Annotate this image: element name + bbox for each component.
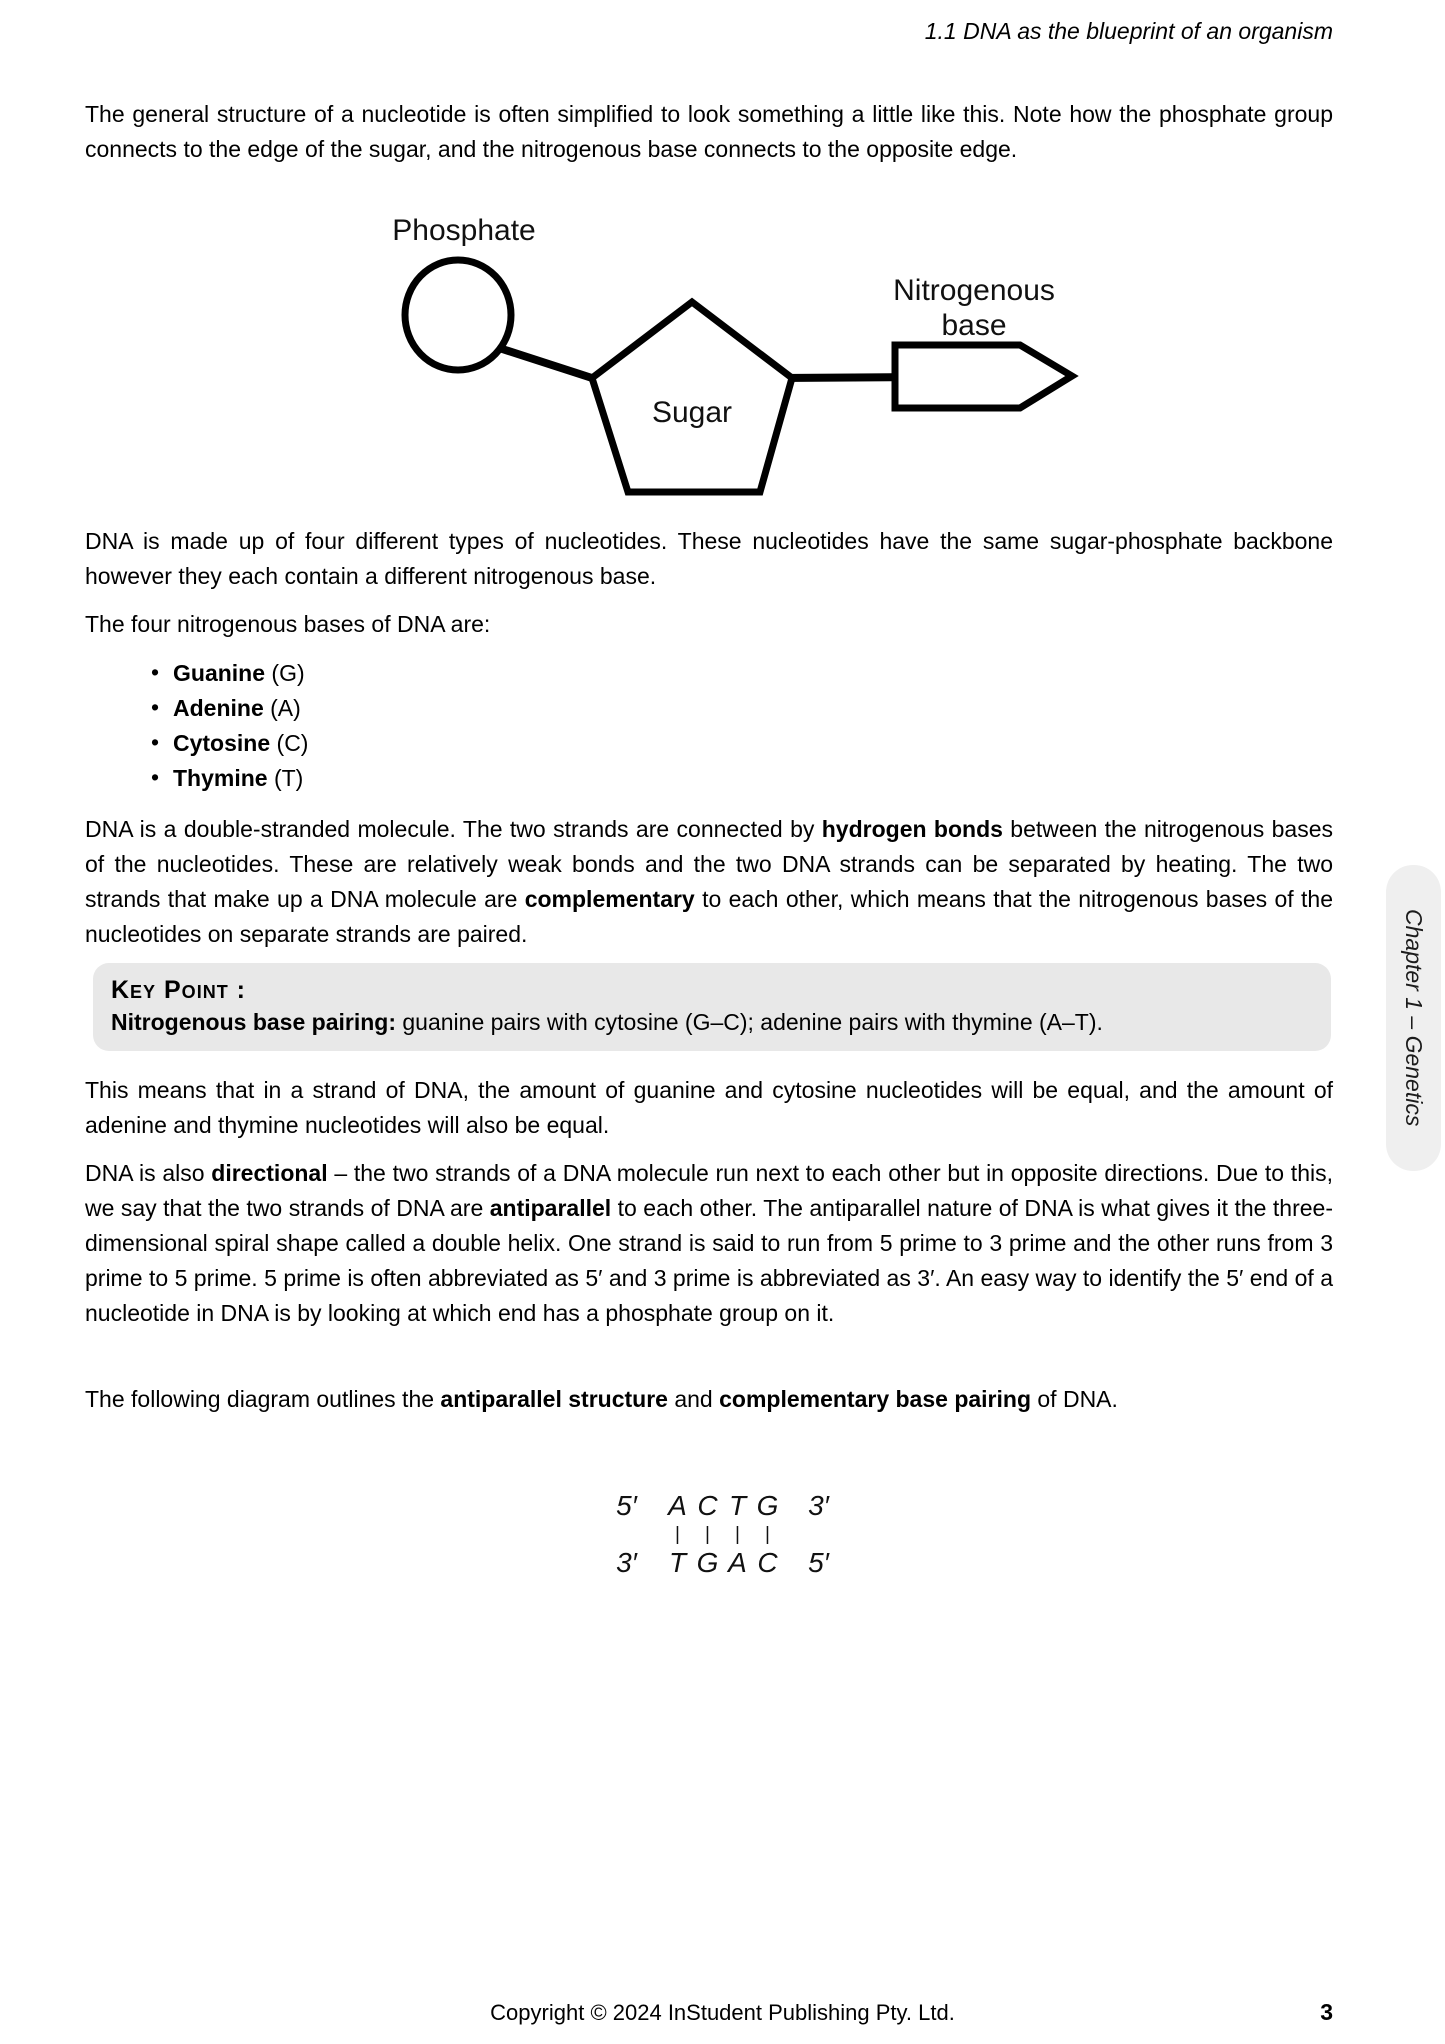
text-segment: between the nitrogenous bases of the nucleotides. These are relatively weak bonds and the two DNA strands can be separated by heating. The two strands that make up a DNA molecule are	[85, 816, 1333, 912]
spacer	[783, 1489, 797, 1523]
text-segment-bold: directional	[211, 1160, 328, 1186]
base-abbr: (G)	[265, 660, 305, 686]
text-segment: to each other. The antiparallel nature of DNA is what gives it the three-dimensional spiral shape called a double helix. One strand is said to run from 5 prime to 3 prime and the other runs from 3 prime to 5 prime. 5 prime is often abbreviated as 5′ and 3 prime is abbreviated as 3′. An easy way to identify the 5′ end of a nucleotide in DNA is by looking at which end has a phosphate group on it.	[85, 1195, 1333, 1326]
paragraph-bases-intro	[85, 607, 1333, 642]
base-name: Guanine	[173, 660, 266, 686]
strand-top-row	[605, 1489, 841, 1523]
base-abbr: (T)	[267, 765, 304, 791]
text-segment-bold: antiparallel structure	[440, 1386, 668, 1412]
text-segment: The following diagram outlines the	[85, 1386, 441, 1412]
text-segment: and	[667, 1386, 720, 1412]
strand-end-label: 5′	[616, 1490, 637, 1521]
base-name: Thymine	[173, 765, 268, 791]
spacer	[797, 1523, 841, 1546]
key-point-heading: Key Point :	[111, 976, 246, 1004]
base-letter: C	[697, 1490, 718, 1521]
bases-list	[85, 656, 1085, 796]
base-list-item	[85, 761, 1085, 796]
text-segment-bold: hydrogen bonds	[821, 816, 1003, 842]
hydrogen-bond-mark: |	[765, 1524, 770, 1545]
base-name: Adenine	[173, 695, 264, 721]
bullet-icon: •	[151, 764, 160, 790]
sugar-label: Sugar	[651, 396, 733, 429]
nucleotide-structure-diagram	[300, 195, 1100, 505]
base-letter: G	[756, 1490, 779, 1521]
paragraph-nucleotide-types	[85, 524, 1333, 594]
spacer	[783, 1546, 797, 1580]
hydrogen-bond-mark: |	[675, 1524, 680, 1545]
text-segment: This means that in a strand of DNA, the amount of guanine and cytosine nucleotides will be equal, and the amount of adenine and thymine nucleotides will also be equal.	[85, 1077, 1333, 1138]
base-letter: T	[728, 1490, 747, 1521]
key-point-lead: Nitrogenous base pairing:	[111, 1009, 396, 1035]
text-segment: to each other, which means that the nitrogenous bases of the nucleotides on separate strands are paired.	[85, 886, 1333, 947]
base-letter: A	[668, 1490, 687, 1521]
base-letter: T	[668, 1547, 687, 1578]
spacer	[649, 1489, 663, 1523]
text-segment: DNA is also	[85, 1160, 212, 1186]
paragraph-following-diagram	[85, 1382, 1333, 1417]
text-segment: The general structure of a nucleotide is often simplified to look something a little like this. Note how the phosphate group connects to the edge of the sugar, and the nitrogenous base connects to the opposite edge.	[85, 101, 1333, 162]
key-point-text: guanine pairs with cytosine (G–C); adenine pairs with thymine (A–T).	[395, 1009, 1103, 1035]
phosphate-sugar-bond	[490, 345, 592, 378]
text-segment: The four nitrogenous bases of DNA are:	[85, 611, 491, 637]
phosphate-circle	[405, 260, 511, 370]
strand-end-label: 3′	[808, 1490, 829, 1521]
strand-bonds-row	[605, 1523, 841, 1546]
nitrogenous-base-arrow	[895, 345, 1072, 408]
text-segment: DNA is made up of four different types of nucleotides. These nucleotides have the same sugar-phosphate backbone however they each contain a different nitrogenous base.	[85, 528, 1333, 589]
paragraph-equal-amounts	[85, 1073, 1333, 1143]
base-letter: G	[696, 1547, 719, 1578]
bullet-icon: •	[151, 729, 160, 755]
text-segment: DNA is a double-stranded molecule. The two strands are connected by	[85, 816, 822, 842]
paragraph-double-stranded	[85, 812, 1333, 952]
chapter-side-tab-label: Chapter 1 – Genetics	[1401, 909, 1427, 1127]
hydrogen-bond-mark: |	[735, 1524, 740, 1545]
text-segment: of DNA.	[1031, 1386, 1118, 1412]
base-abbr: (C)	[270, 730, 309, 756]
base-name: Cytosine	[173, 730, 271, 756]
phosphate-label: Phosphate	[392, 214, 536, 247]
key-point-box	[93, 963, 1331, 1051]
base-letter: A	[728, 1547, 747, 1578]
base-list-item	[85, 691, 1085, 726]
strand-end-label: 5′	[808, 1547, 829, 1578]
antiparallel-strand-diagram	[0, 1489, 1445, 1580]
paragraph-directional	[85, 1156, 1333, 1331]
nitrogenous-base-label-line2: base	[941, 309, 1007, 342]
strand-end-label: 3′	[616, 1547, 637, 1578]
text-segment: – the two strands of a DNA molecule run next to each other but in opposite directions. Due to this, we say that the two strands of DNA are	[85, 1160, 1333, 1221]
text-segment-bold: complementary	[524, 886, 695, 912]
footer-copyright: Copyright © 2024 InStudent Publishing Pty. Ltd.	[490, 2000, 955, 2025]
text-segment-bold: complementary base pairing	[719, 1386, 1031, 1412]
hydrogen-bond-mark: |	[705, 1524, 710, 1545]
running-header: 1.1 DNA as the blueprint of an organism	[924, 18, 1333, 44]
base-abbr: (A)	[263, 695, 301, 721]
nitrogenous-base-label-line1: Nitrogenous	[893, 274, 1055, 307]
page-number: 3	[1320, 1999, 1333, 2025]
strand-bottom-row	[605, 1546, 841, 1580]
base-list-item	[85, 656, 1085, 691]
bullet-icon: •	[151, 694, 160, 720]
paragraph-intro	[85, 97, 1333, 167]
spacer	[605, 1523, 649, 1546]
key-point-body	[111, 1005, 1311, 1039]
text-segment-bold: antiparallel	[489, 1195, 612, 1221]
spacer	[783, 1523, 797, 1546]
chapter-side-tab	[1386, 865, 1441, 1171]
base-letter: C	[757, 1547, 778, 1578]
spacer	[649, 1523, 663, 1546]
bullet-icon: •	[151, 659, 160, 685]
spacer	[649, 1546, 663, 1580]
base-list-item	[85, 726, 1085, 761]
